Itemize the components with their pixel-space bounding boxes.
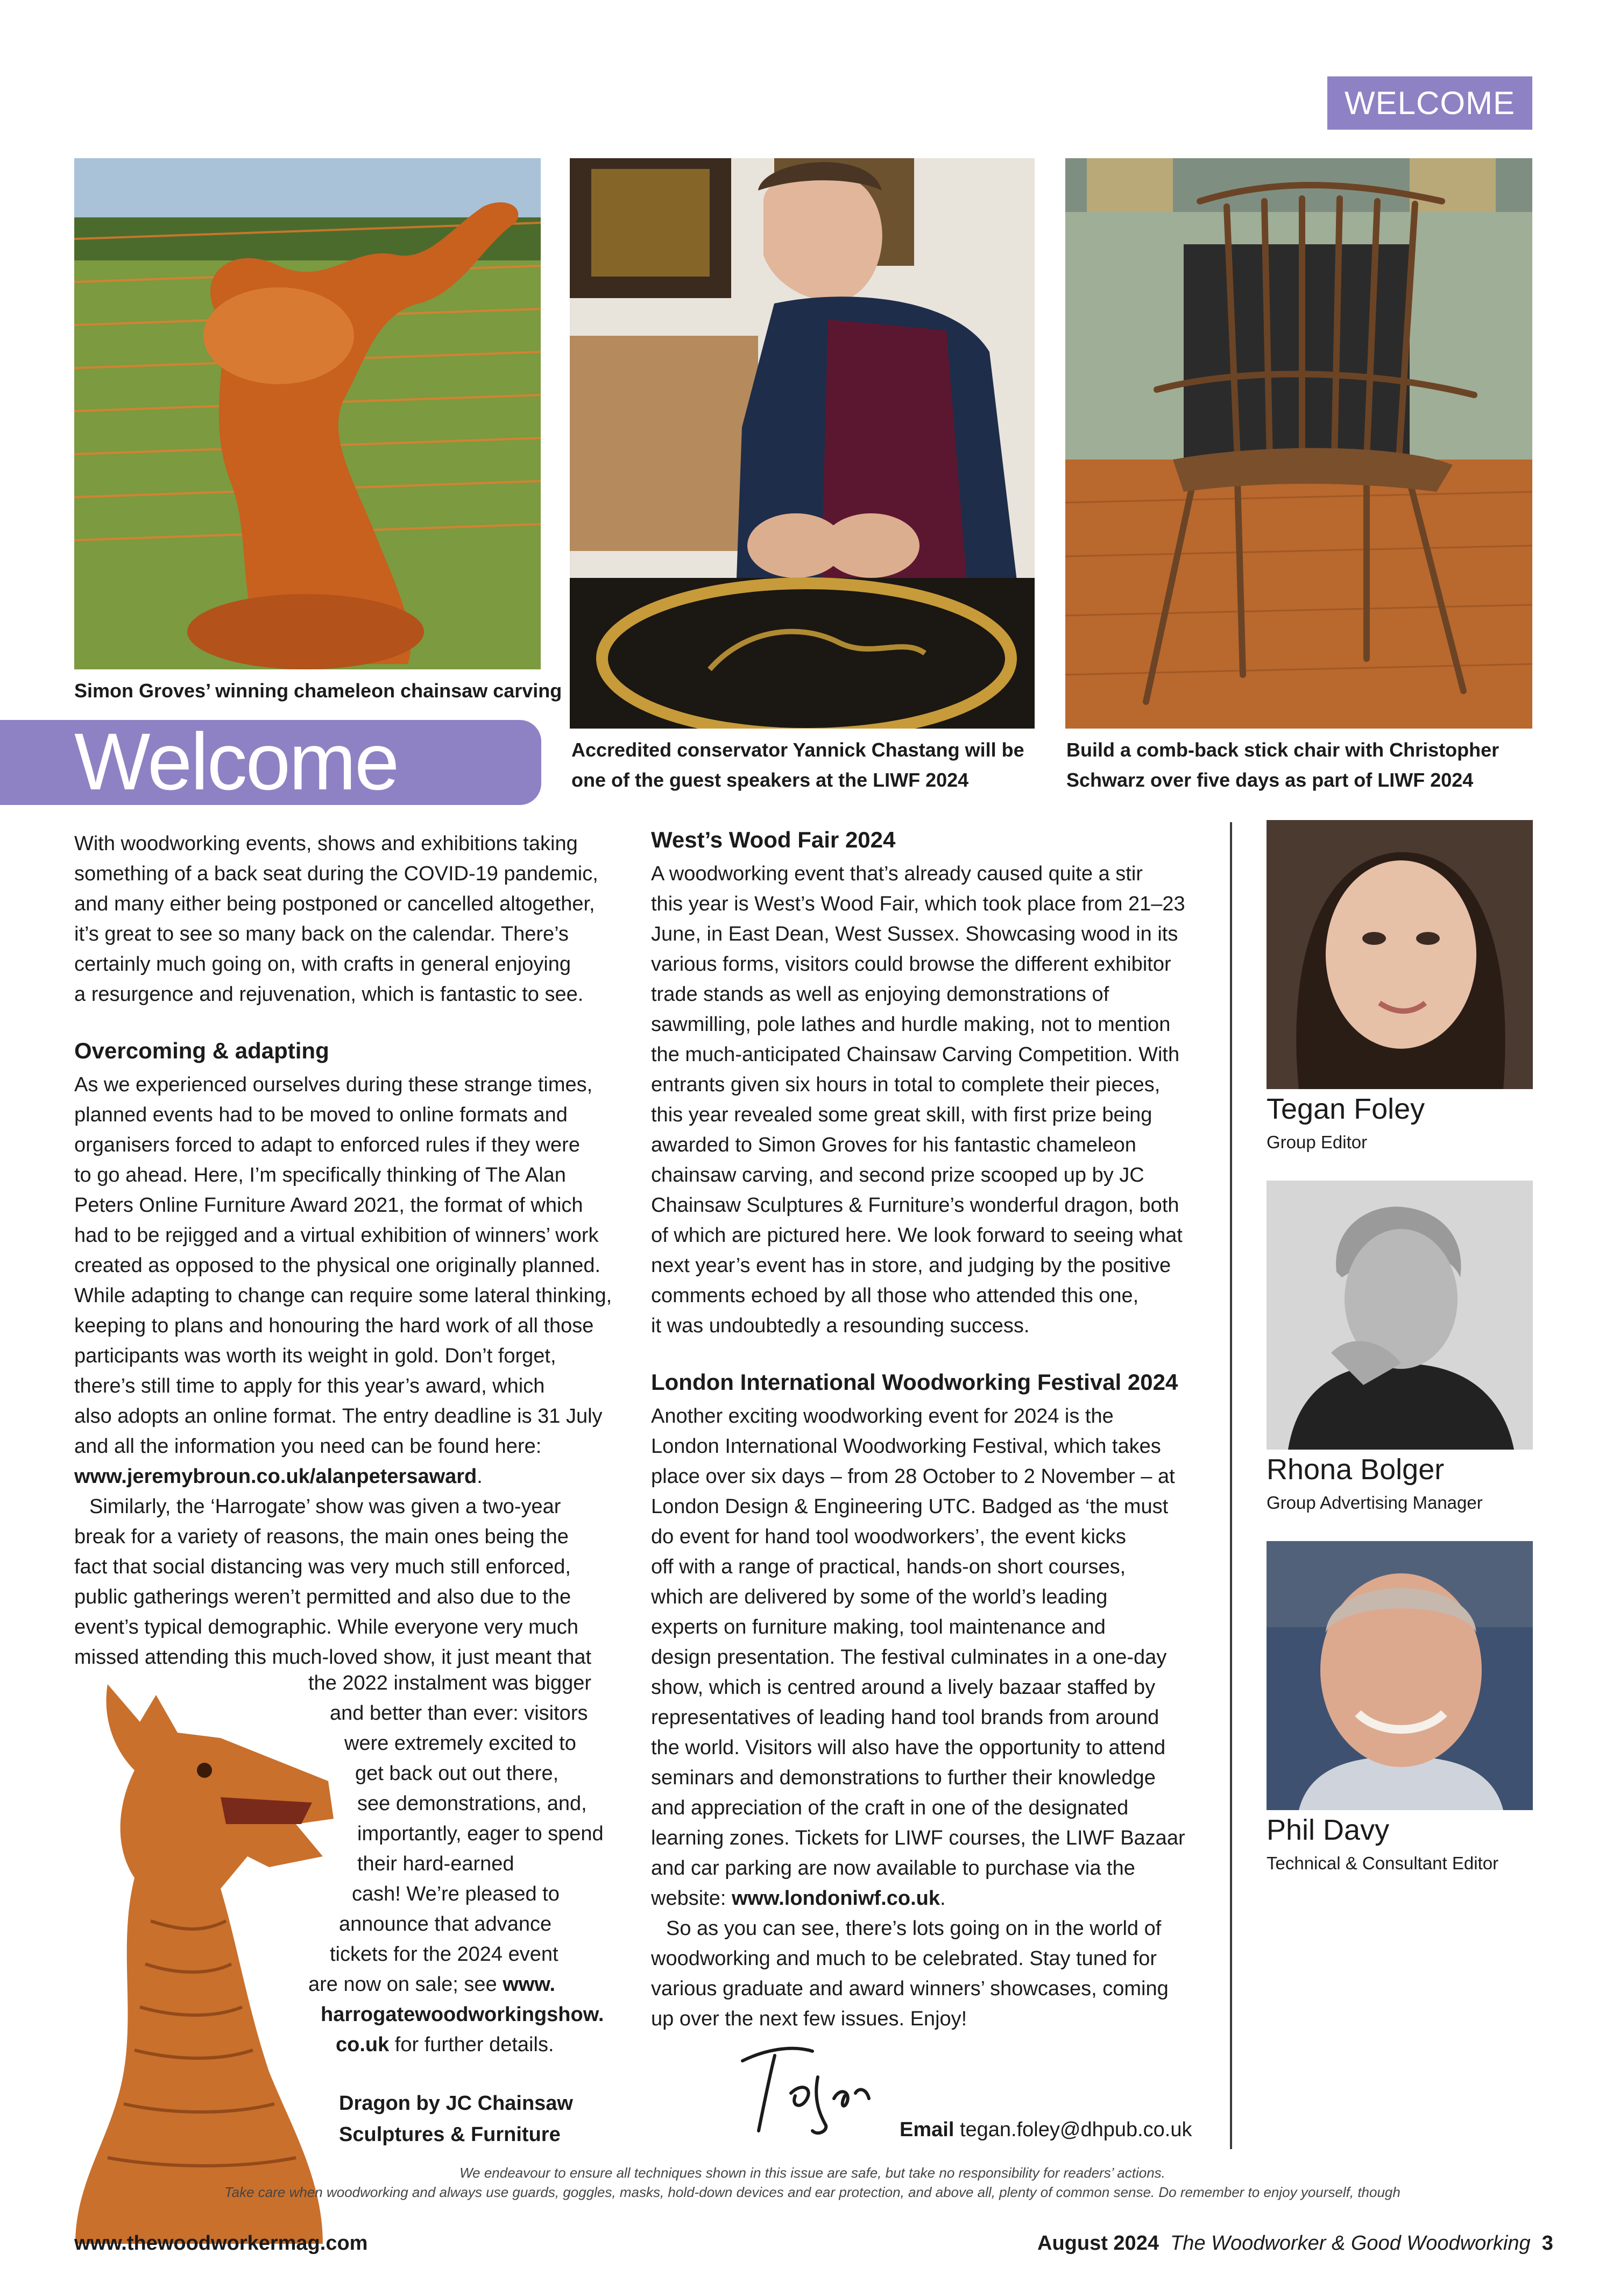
body-line: the world. Visitors will also have the opportunity to attend — [651, 1736, 1166, 1759]
body-line: event’s typical demographic. While everyone very much — [74, 1616, 579, 1638]
body-line: missed attending this much-loved show, it just meant that — [74, 1646, 592, 1669]
staff-role: Group Editor — [1267, 1132, 1368, 1152]
conservator-caption-line1: Accredited conservator Yannick Chastang will be — [571, 739, 1024, 761]
body-line: to go ahead. Here, I’m specifically thinking of The Alan — [74, 1164, 566, 1186]
body-line: and appreciation of the craft in one of the designated — [651, 1797, 1129, 1819]
chair-caption-line2: Schwarz over five days as part of LIWF 2024 — [1066, 769, 1474, 791]
conservator-caption — [571, 735, 1024, 795]
footer-issue-info — [1037, 2232, 1553, 2255]
conservator-photo — [570, 158, 1035, 729]
body-line: had to be rejigged and a virtual exhibition of winners’ work — [74, 1224, 599, 1247]
period: . — [939, 1887, 946, 1910]
period: . — [477, 1465, 483, 1488]
body-line: awarded to Simon Groves for his fantastic chameleon — [651, 1134, 1136, 1156]
body-line: and car parking are now available to purchase via the — [651, 1857, 1135, 1880]
body-line: there’s still time to apply for this year’s award, which — [74, 1375, 545, 1397]
body-line: organisers forced to adapt to enforced rules if they were — [74, 1134, 580, 1156]
email-label: Email — [900, 2118, 954, 2141]
section-tag: WELCOME — [1327, 76, 1532, 130]
body-line: experts on furniture making, tool maintenance and — [651, 1616, 1106, 1638]
body-line: next year’s event has in store, and judging by the positive — [651, 1254, 1171, 1277]
wrap-line: tickets for the 2024 event — [330, 1943, 558, 1966]
body-line: London International Woodworking Festival, which takes — [651, 1435, 1161, 1458]
body-line: As we experienced ourselves during these strange times, — [74, 1073, 593, 1096]
harrogate-link-part1[interactable]: www. — [503, 1973, 556, 1996]
conservator-caption-line2: one of the guest speakers at the LIWF 2024 — [571, 769, 969, 791]
wrap-line: and better than ever: visitors — [330, 1702, 588, 1725]
phil-davy-photo — [1267, 1541, 1533, 1810]
harrogate-link-part2[interactable]: harrogatewoodworkingshow. — [321, 2003, 604, 2026]
wrap-text: are now on sale; see — [308, 1973, 503, 1996]
body-line: show, which is centred around a lively bazaar staffed by — [651, 1676, 1156, 1699]
staff-name: Phil Davy — [1267, 1814, 1390, 1846]
chair-photo — [1065, 158, 1532, 729]
website-line — [651, 1883, 1221, 1913]
wrap-line: importantly, eager to spend — [357, 1822, 604, 1845]
email-line — [900, 2115, 1192, 2145]
body-line: chainsaw carving, and second prize scooped up by JC — [651, 1164, 1144, 1186]
wrap-line: were extremely excited to — [344, 1732, 576, 1755]
body-line: sawmilling, pole lathes and hurdle making, not to mention — [651, 1013, 1171, 1036]
wrap-line: the 2022 instalment was bigger — [308, 1672, 591, 1694]
body-line: fact that social distancing was very much still enforced, — [74, 1556, 571, 1578]
dragon-caption-line2: Sculptures & Furniture — [339, 2123, 561, 2146]
email-link[interactable]: tegan.foley@dhpub.co.uk — [959, 2118, 1192, 2141]
body-line: place over six days – from 28 October to 2 November – at — [651, 1465, 1175, 1488]
wrap-line — [0, 1969, 624, 2000]
heading-wests-wood-fair: West’s Wood Fair 2024 — [651, 827, 896, 852]
body-line: of which are pictured here. We look forward to seeing what — [651, 1224, 1183, 1247]
rhona-bolger-photo — [1267, 1181, 1533, 1450]
body-line: it was undoubtedly a resounding success. — [651, 1315, 1030, 1337]
safety-disclaimer — [161, 2163, 1463, 2202]
chair-caption — [1066, 735, 1499, 795]
award-link[interactable]: www.jeremybroun.co.uk/alanpetersaward — [74, 1465, 477, 1488]
body-line: Another exciting woodworking event for 2024 is the — [651, 1405, 1114, 1428]
intro-line: a resurgence and rejuvenation, which is fantastic to see. — [74, 983, 584, 1006]
tegan-foley-photo — [1267, 820, 1533, 1089]
body-line: design presentation. The festival culminates in a one-day — [651, 1646, 1167, 1669]
page-number: 3 — [1541, 2232, 1553, 2255]
body-line: comments echoed by all those who attended this one, — [651, 1284, 1139, 1307]
body-line: do event for hand tool woodworkers’, the event kicks — [651, 1525, 1126, 1548]
liwf-paragraph — [651, 1401, 1221, 2034]
body-line: created as opposed to the physical one originally planned. — [74, 1254, 601, 1277]
footer-website[interactable]: www.thewoodworkermag.com — [74, 2232, 368, 2255]
liwf-website-link[interactable]: www.londoniwf.co.uk — [731, 1887, 940, 1910]
further-details: for further details. — [389, 2033, 554, 2056]
intro-line: something of a back seat during the COVID-19 pandemic, — [74, 863, 598, 885]
body-line: participants was worth its weight in gold. Don’t forget, — [74, 1345, 556, 1367]
chair-caption-line1: Build a comb-back stick chair with Christopher — [1066, 739, 1499, 761]
heading-overcoming: Overcoming & adapting — [74, 1038, 329, 1063]
editor-signature — [732, 2039, 877, 2142]
body-line: and all the information you need can be found here: — [74, 1435, 542, 1458]
body-line: this year revealed some great skill, with first prize being — [651, 1104, 1152, 1126]
body-line: break for a variety of reasons, the main ones being the — [74, 1525, 569, 1548]
staff-role: Technical & Consultant Editor — [1267, 1853, 1499, 1873]
body-line: Similarly, the ‘Harrogate’ show was given a two-year — [89, 1495, 561, 1518]
body-line: seminars and demonstrations to further their knowledge — [651, 1767, 1156, 1789]
wrap-line: see demonstrations, and, — [357, 1792, 587, 1815]
chameleon-caption: Simon Groves’ winning chameleon chainsaw carving — [74, 680, 562, 702]
intro-line: With woodworking events, shows and exhibitions taking — [74, 832, 578, 855]
wrap-line — [0, 2030, 624, 2060]
body-line: public gatherings weren’t permitted and also due to the — [74, 1586, 571, 1608]
body-line: learning zones. Tickets for LIWF courses, the LIWF Bazaar — [651, 1827, 1185, 1849]
body-line: trade stands as well as enjoying demonstrations of — [651, 983, 1109, 1006]
page-title: Welcome — [74, 716, 398, 807]
body-line: Peters Online Furniture Award 2021, the format of which — [74, 1194, 583, 1217]
disclaimer-line1: We endeavour to ensure all techniques shown in this issue are safe, but take no responsibility for readers’ actions. — [459, 2165, 1165, 2181]
intro-paragraph — [74, 829, 623, 1009]
website-prefix: website: — [651, 1887, 732, 1910]
heading-liwf: London International Woodworking Festival 2024 — [651, 1369, 1178, 1395]
wrap-line: get back out out there, — [355, 1762, 559, 1785]
body-line: So as you can see, there’s lots going on in the world of — [666, 1917, 1162, 1940]
dragon-caption-line1: Dragon by JC Chainsaw — [339, 2092, 573, 2115]
intro-line: and many either being postponed or cancelled altogether, — [74, 893, 595, 915]
body-line: keeping to plans and honouring the hard work of all those — [74, 1315, 594, 1337]
body-line: also adopts an online format. The entry deadline is 31 July — [74, 1405, 603, 1428]
chameleon-photo — [74, 158, 541, 669]
body-line: various forms, visitors could browse the different exhibitor — [651, 953, 1171, 976]
intro-line: it’s great to see so many back on the calendar. There’s — [74, 923, 569, 945]
column-divider — [1230, 822, 1232, 2149]
disclaimer-line2: Take care when woodworking and always use guards, goggles, masks, hold-down devices and ear protection, and above all, plenty of common sense. Do remember to enjoy yourself, though — [224, 2184, 1400, 2200]
body-line: planned events had to be moved to online formats and — [74, 1104, 568, 1126]
body-line: June, in East Dean, West Sussex. Showcasing wood in its — [651, 923, 1178, 945]
body-line: the much-anticipated Chainsaw Carving Competition. With — [651, 1043, 1180, 1066]
body-line: various graduate and award winners’ showcases, coming — [651, 1977, 1169, 2000]
body-line: off with a range of practical, hands-on short courses, — [651, 1556, 1126, 1578]
staff-role: Group Advertising Manager — [1267, 1493, 1483, 1513]
intro-line: certainly much going on, with crafts in general enjoying — [74, 953, 571, 976]
body-line: up over the next few issues. Enjoy! — [651, 2008, 967, 2030]
award-link-line — [74, 1461, 634, 1492]
body-line: A woodworking event that’s already caused quite a stir — [651, 863, 1143, 885]
magazine-name: The Woodworker & Good Woodworking — [1170, 2232, 1531, 2255]
body-line: representatives of leading hand tool brands from around — [651, 1706, 1159, 1729]
dragon-caption — [339, 2088, 573, 2150]
body-line: which are delivered by some of the world’s leading — [651, 1586, 1108, 1608]
harrogate-link-part3[interactable]: co.uk — [336, 2033, 390, 2056]
body-line: entrants given six hours in total to complete their pieces, — [651, 1073, 1161, 1096]
body-line: London Design & Engineering UTC. Badged as ‘the must — [651, 1495, 1169, 1518]
staff-name: Tegan Foley — [1267, 1093, 1425, 1125]
wests-wood-fair-paragraph — [651, 859, 1221, 1341]
body-line: Chainsaw Sculptures & Furniture’s wonderful dragon, both — [651, 1194, 1179, 1217]
body-line: this year is West’s Wood Fair, which took place from 21–23 — [651, 893, 1185, 915]
wrap-line: cash! We’re pleased to — [352, 1883, 560, 1905]
wrap-line: their hard-earned — [357, 1853, 514, 1875]
wrap-line: announce that advance — [339, 1913, 552, 1935]
harrogate-wrap-text — [0, 1668, 624, 2060]
overcoming-paragraph — [74, 1070, 634, 1672]
staff-name: Rhona Bolger — [1267, 1453, 1445, 1486]
body-line: woodworking and much to be celebrated. Stay tuned for — [651, 1947, 1157, 1970]
issue-date: August 2024 — [1037, 2232, 1159, 2255]
body-line: While adapting to change can require some lateral thinking, — [74, 1284, 612, 1307]
